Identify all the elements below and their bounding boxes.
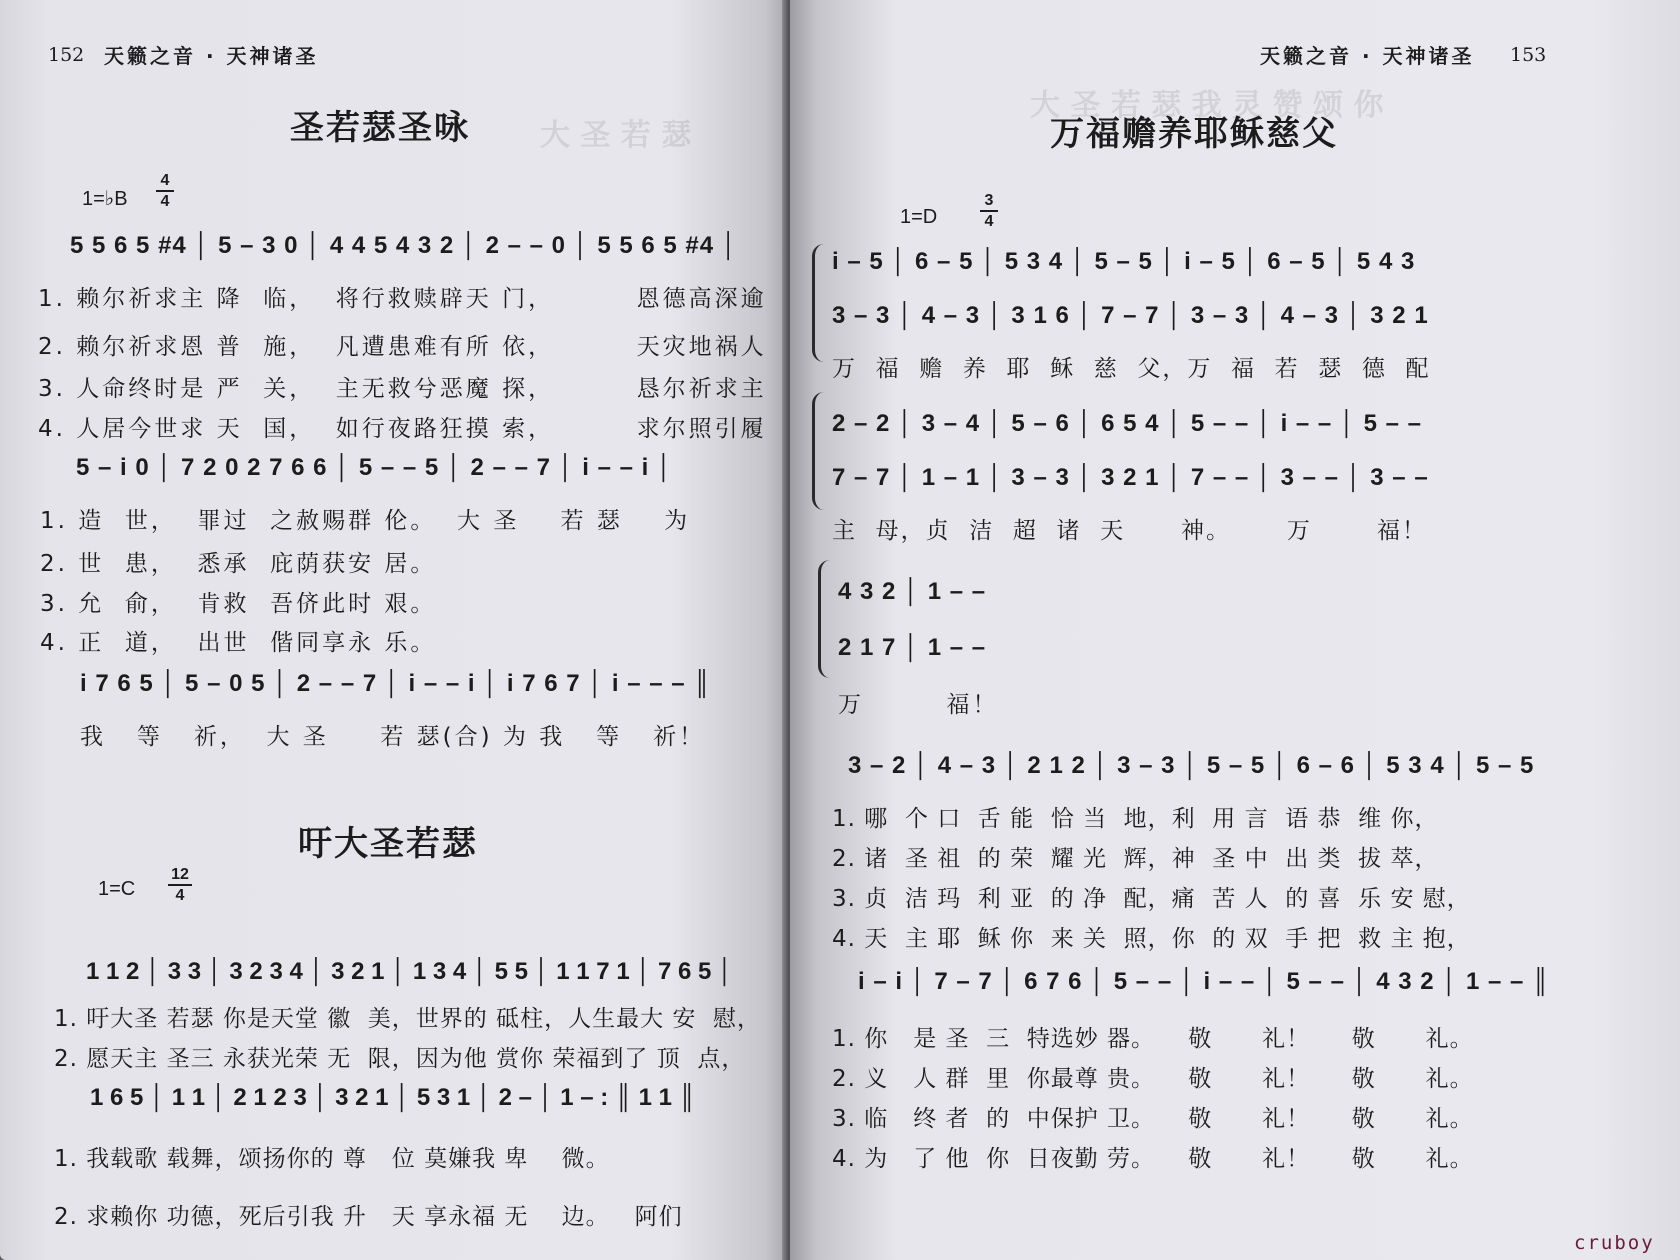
notation-line: 5 5 6 5 #4 │ 5 – 3 0 │ 4 4 5 4 3 2 │ 2 – – 0 │ 5 5 6 5 #4 │ bbox=[70, 232, 738, 259]
lyric-line: 2. 诸 圣 祖 的 荣 耀 光 辉，神 圣 中 出 类 拔 萃， bbox=[832, 846, 1439, 872]
lyric-line: 1. 哪 个 口 舌 能 恰 当 地，利 用 言 语 恭 维 你， bbox=[832, 806, 1439, 832]
notation-line: 3 – 2 │ 4 – 3 │ 2 1 2 │ 3 – 3 │ 5 – 5 │ 6 – 6 │ 5 3 4 │ 5 – 5 bbox=[848, 752, 1535, 779]
notation-line: 5 – i 0 │ 7 2 0 2 7 6 6 │ 5 – – 5 │ 2 – – 7 │ i – – i │ bbox=[76, 454, 673, 481]
lyric-line: 我 等 祈， 大 圣 若 瑟(合) 为 我 等 祈！ bbox=[80, 724, 706, 750]
left-page bbox=[0, 0, 788, 1260]
lyric-line: 2. 世 患， 悉承 庇荫获安 居。 bbox=[40, 551, 437, 577]
lyric-line: 2. 愿天主 圣三 永获光荣 无 限，因为他 赏你 荣福到了 顶 点， bbox=[54, 1046, 746, 1072]
notation-line: 1 6 5 │ 1 1 │ 2 1 2 3 │ 3 2 1 │ 5 3 1 │ 2 – │ 1 – : ║ 1 1 ║ bbox=[90, 1084, 696, 1111]
page-number: 153 bbox=[1510, 44, 1547, 66]
system-brace bbox=[818, 560, 831, 678]
key-signature: 1=C bbox=[98, 878, 136, 900]
system-brace bbox=[812, 244, 825, 362]
lyric-line: 4. 人居今世求 天 国， 如行夜路狂摸 索， 求尔照引履 bbox=[38, 416, 767, 442]
lyric-line: 2. 义 人 群 里 你最尊 贵。 敬 礼！ 敬 礼。 bbox=[832, 1066, 1474, 1092]
lyric-line: 1. 造 世， 罪过 之赦赐群 伦。 大 圣 若 瑟 为 bbox=[40, 508, 691, 534]
song-title: 万福赡养耶稣慈父 bbox=[1050, 114, 1338, 154]
key-signature: 1=D bbox=[900, 206, 938, 228]
notation-line: i 7 6 5 │ 5 – 0 5 │ 2 – – 7 │ i – – i │ i 7 6 7 │ i – – – ║ bbox=[80, 670, 712, 697]
song-title: 吁大圣若瑟 bbox=[298, 824, 478, 864]
lyric-line: 2. 求赖你 功德，死后引我 升 天 享永福 无 边。 阿们 bbox=[54, 1204, 683, 1230]
bleed-through-text: 大 圣 若 瑟 bbox=[540, 118, 692, 153]
time-signature: 4 4 bbox=[156, 172, 174, 210]
lyric-line: 4. 为 了 他 你 日夜勤 劳。 敬 礼！ 敬 礼。 bbox=[832, 1146, 1474, 1172]
page-number: 152 bbox=[48, 44, 85, 66]
upper-voice-line: i – 5 │ 6 – 5 │ 5 3 4 │ 5 – 5 │ i – 5 │ 6 – 5 │ 5 4 3 bbox=[832, 248, 1416, 275]
notation-line: 1 1 2 │ 3 3 │ 3 2 3 4 │ 3 2 1 │ 1 3 4 │ 5 5 │ 1 1 7 1 │ 7 6 5 │ bbox=[86, 958, 734, 985]
lower-voice-line: 3 – 3 │ 4 – 3 │ 3 1 6 │ 7 – 7 │ 3 – 3 │ 4 – 3 │ 3 2 1 bbox=[832, 302, 1429, 329]
lyric-line: 1. 吁大圣 若瑟 你是天堂 徽 美，世界的 砥柱，人生最大 安 慰， bbox=[54, 1006, 762, 1032]
lyric-line: 主 母，贞 洁 超 诸 天 神。 万 福！ bbox=[832, 518, 1428, 544]
lyric-line: 万 福 赡 养 耶 稣 慈 父，万 福 若 瑟 德 配 bbox=[832, 356, 1431, 382]
lyric-line: 3. 人命终时是 严 关， 主无救兮恶魔 探， 恳尔祈求主 bbox=[38, 376, 767, 402]
lyric-line: 2. 赖尔祈求恩 普 施， 凡遭患难有所 依， 天灾地祸人 bbox=[38, 334, 767, 360]
key-signature: 1=♭B bbox=[82, 188, 128, 210]
time-signature: 3 4 bbox=[980, 192, 998, 230]
system-brace bbox=[812, 392, 825, 510]
running-header: 天籁之音 · 天神诸圣 bbox=[1260, 44, 1475, 68]
bleed-through-text: 大 圣 若 瑟 我 灵 赞 颂 你 bbox=[1030, 88, 1384, 123]
lyric-line: 4. 正 道， 出世 偕同享永 乐。 bbox=[40, 630, 437, 656]
lyric-line: 1. 你 是 圣 三 特选妙 器。 敬 礼！ 敬 礼。 bbox=[832, 1026, 1474, 1052]
notation-line: i – i │ 7 – 7 │ 6 7 6 │ 5 – – │ i – – │ 5 – – │ 4 3 2 │ 1 – – ║ bbox=[858, 968, 1551, 995]
watermark: cruboy bbox=[1574, 1232, 1655, 1254]
lyric-line: 万 福！ bbox=[838, 692, 999, 718]
upper-voice-line: 4 3 2 │ 1 – – bbox=[838, 578, 987, 605]
lyric-line: 3. 临 终 者 的 中保护 卫。 敬 礼！ 敬 礼。 bbox=[832, 1106, 1474, 1132]
lower-voice-line: 7 – 7 │ 1 – 1 │ 3 – 3 │ 3 2 1 │ 7 – – │ 3 – – │ 3 – – bbox=[832, 464, 1429, 491]
lyric-line: 1. 我载歌 载舞，颂扬你的 尊 位 莫嫌我 卑 微。 bbox=[54, 1146, 610, 1172]
lower-voice-line: 2 1 7 │ 1 – – bbox=[838, 634, 987, 661]
lyric-line: 4. 天 主 耶 稣 你 来 关 照，你 的 双 手 把 救 主 抱， bbox=[832, 926, 1471, 952]
upper-voice-line: 2 – 2 │ 3 – 4 │ 5 – 6 │ 6 5 4 │ 5 – – │ i – – │ 5 – – bbox=[832, 410, 1422, 437]
song-title: 圣若瑟圣咏 bbox=[290, 108, 470, 148]
lyric-line: 1. 赖尔祈求主 降 临， 将行救赎辟天 门， 恩德高深逾 bbox=[38, 286, 767, 312]
running-header: 天籁之音 · 天神诸圣 bbox=[104, 44, 319, 68]
lyric-line: 3. 允 俞， 肯救 吾侪此时 艰。 bbox=[40, 591, 437, 617]
lyric-line: 3. 贞 洁 玛 利 亚 的 净 配，痛 苦 人 的 喜 乐 安 慰， bbox=[832, 886, 1471, 912]
right-page bbox=[790, 0, 1680, 1260]
time-signature: 12 4 bbox=[168, 866, 192, 904]
